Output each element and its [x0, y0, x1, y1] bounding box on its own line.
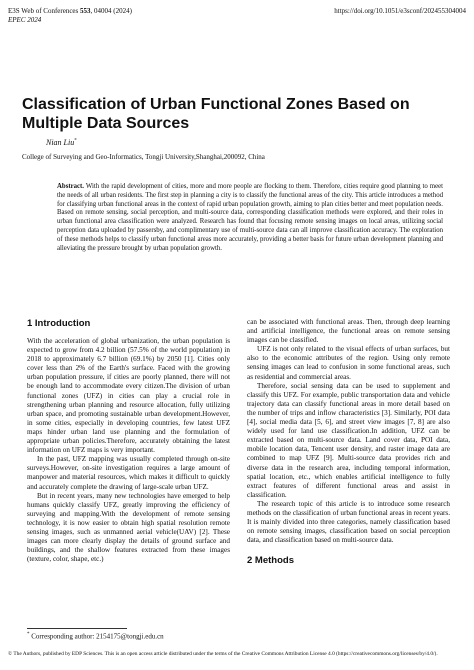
abstract — [57, 183, 443, 253]
section-heading-methods: 2 Methods — [247, 555, 294, 567]
author-name-text: Nian Liu — [46, 138, 75, 147]
license-notice: © The Authors, published by EDP Sciences. This is an open access article distributed under the terms of the Creative Commons Attribution License 4.0 (https://creativecommons.org/licenses/by/4.0/). — [8, 651, 438, 657]
author-name — [46, 138, 77, 147]
paragraph: With the acceleration of global urbanization, the urban population is expected to grow from 4.2 billion (57.5% of the world population) in 2018 to approximately 6.7 billion (69.1%) by 2050 [1]. Cities only cover less than 2% of the Earth's surface. Faced with the growing urban population pressure, if cities are poorly planned, there will not be enough land to accommodate every citizen.The division of urban functional zones (UFZ) in cities can play a crucial role in strengthening urban planning and resource allocation, fully utilizing urban space, and promoting sustainable urban development.However, in some cities, especially in developing countries, few latest UFZ maps hinder urban land use planning and the formulation of appropriate urban policies.Therefore, accurately obtaining the latest information on UFZ maps is very important. — [27, 337, 230, 455]
paragraph: But in recent years, many new technologies have emerged to help humans quickly classify UFZ, greatly improving the efficiency of surveying and mapping.With the development of remote sensing technology, it is now easier to obtain high spatial resolution remote sensing images, such as unmanned aerial vehicle(UAV) [2]. These images can more clearly display the details of ground surface and buildings, and the shallow features extracted from these images (texture, color, shape, etc.) — [27, 491, 230, 564]
abstract-text: With the rapid development of cities, more and more people are flocking to them. Therefore, cities require good planning to meet the needs of all urban residents. The first step in planning a city is to classify the functional areas of the city. This article introduces a method for classifying urban functional areas in the context of rapid urban population growth, aiming to plan cities better and meet population needs. Based on remote sensing, social perception, and multi-source data, corresponding classification methods were explored, and their roles in urban functional area classification were analyzed. Research has found that focusing remote sensing images on local areas, utilizing social perception data uploaded by passersby, and complimentary use of multi-source data can all improve classification accuracy. The exploration of these methods helps to classify urban functional areas more accurately, providing a better basis for future urban development planning and alleviating the pressure brought by urban population growth. — [57, 183, 443, 252]
footnote-corresponding-author — [27, 632, 164, 640]
right-column — [247, 318, 450, 566]
article-number: , 04004 (2024) — [90, 7, 132, 15]
footnote-text: Corresponding author: 2154175@tongji.edu.cn — [29, 632, 164, 641]
journal-name: E3S Web of Conferences — [8, 7, 81, 15]
footnote-divider — [27, 628, 127, 629]
paper-title: Classification of Urban Functional Zones Based on Multiple Data Sources — [22, 96, 410, 132]
journal-volume-line — [8, 7, 132, 16]
author-affiliation: College of Surveying and Geo-Informatics, Tongji University,Shanghai,200092, China — [22, 153, 265, 161]
running-header-left — [8, 7, 132, 25]
volume-number: 553 — [80, 7, 91, 15]
paragraph: can be associated with functional areas. Then, through deep learning and artificial intelligence, the functional areas on remote sensing images can be classified. — [247, 318, 450, 345]
section-heading-introduction: 1 Introduction — [27, 318, 91, 329]
footnote-mark: * — [27, 632, 30, 637]
paragraph: The research topic of this article is to introduce some research methods on the classification of urban functional areas in recent years. It is mainly divided into three categories, namely classification based on remote sensing images, classification based on social perception data, and classification based on multi-source data. — [247, 499, 450, 545]
paragraph: Therefore, social sensing data can be used to supplement and classify this UFZ. For example, public transportation data and vehicle trajectory data can classify functional areas in more detail based on the number of trips and inflow characteristics [3]. Similarly, POI data [4], social media data [5, 6], and street view images [7, 8] are also widely used for land use classification.In addition, UFZ can be extracted based on multi-source data. Land cover data, POI data, mobile location data, Tencent user density, and raster image data are combined to map UFZ [9]. Multi-source data provides rich and diverse data in the research area, including temporal information, spatial location, etc., which enables artificial intelligence to fully extract features of different functional areas and assist in classification. — [247, 381, 450, 499]
paragraph: In the past, UFZ mapping was usually completed through on-site surveys.However, on-site investigation requires a large amount of manpower and material resources, which makes it difficult to quickly and accurately complete the drawing of large-scale urban UFZ. — [27, 455, 230, 491]
paragraph: UFZ is not only related to the visual effects of urban surfaces, but also to the economic attributes of the region. Using only remote sensing images can lead to confusion in some functional areas, such as residential and commercial areas. — [247, 345, 450, 381]
author-footnote-mark: * — [74, 138, 77, 144]
left-column — [27, 318, 230, 564]
doi-link[interactable]: https://doi.org/10.1051/e3sconf/202455304004 — [334, 7, 466, 15]
abstract-label: Abstract. — [57, 183, 84, 190]
conference-name: EPEC 2024 — [8, 16, 42, 24]
